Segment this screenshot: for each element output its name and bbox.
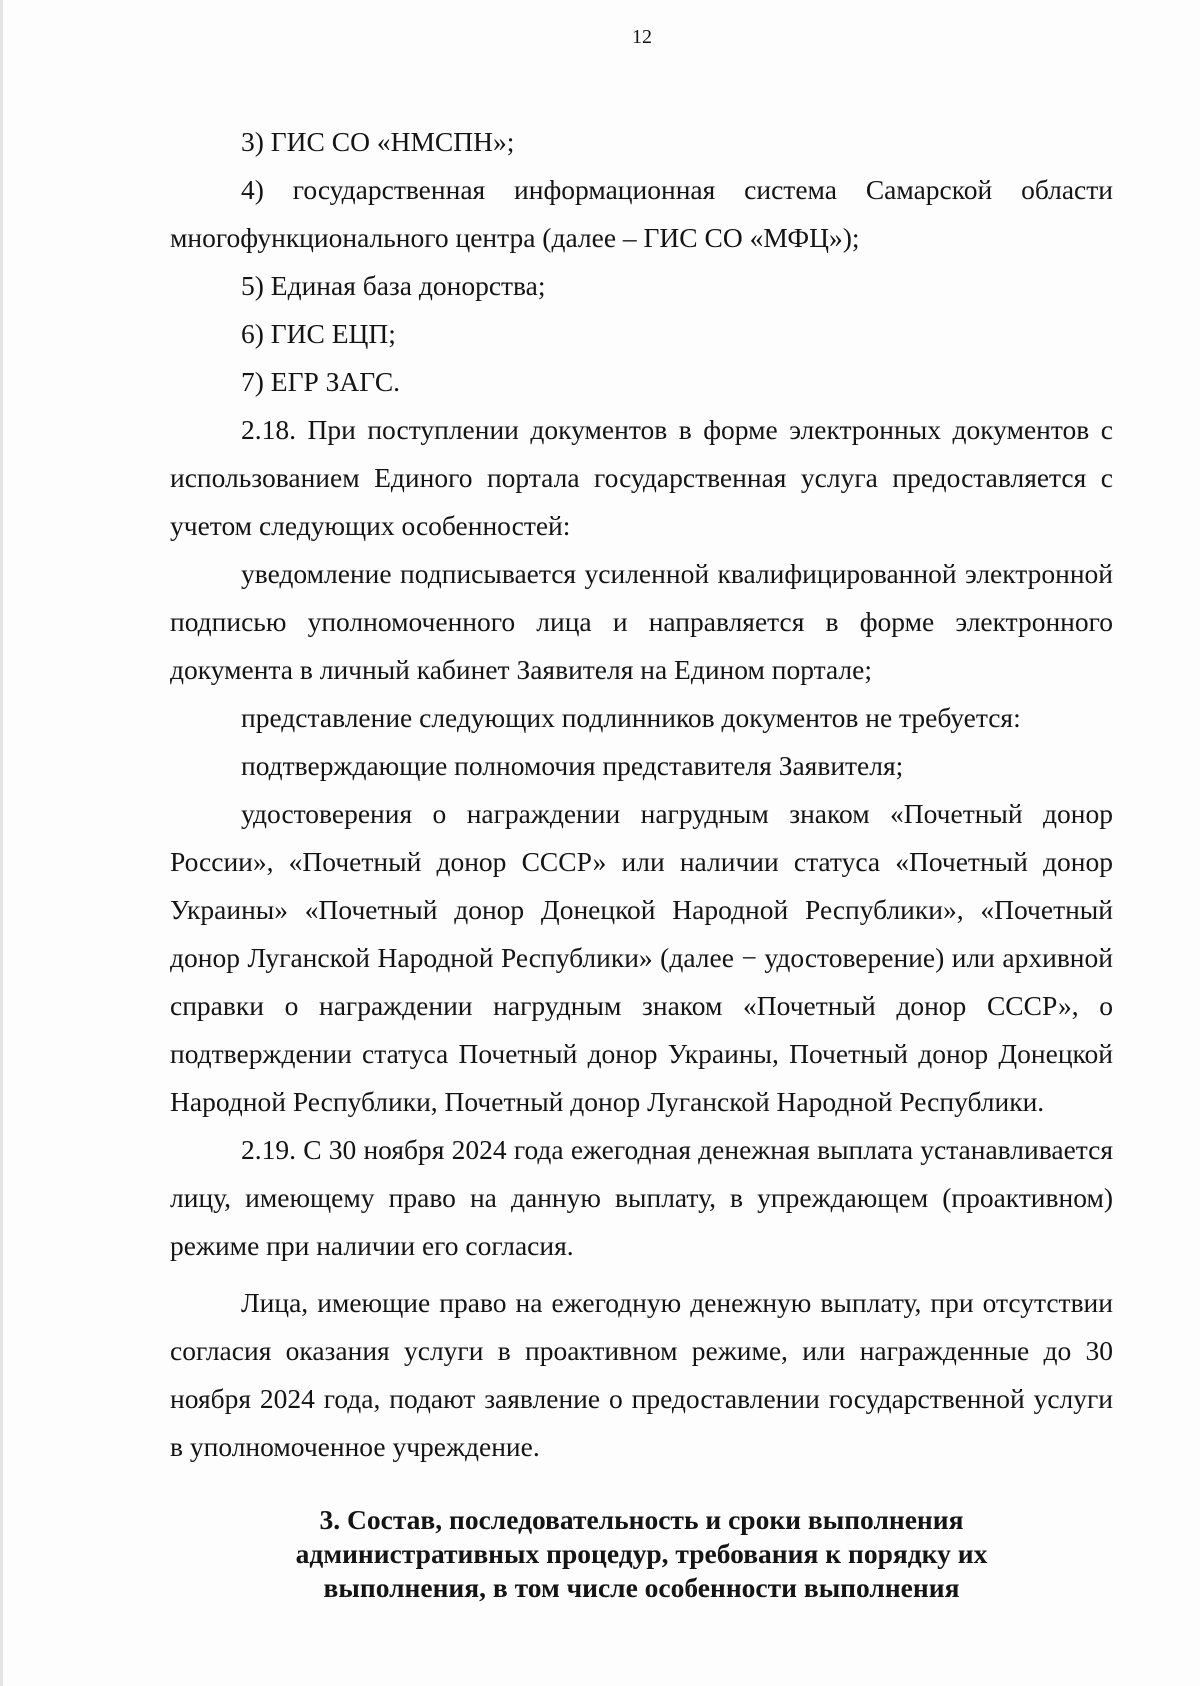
list-item-7: 7) ЕГР ЗАГС. xyxy=(241,366,401,397)
section-heading-line: 3. Состав, последовательность и сроки выполнения xyxy=(319,1504,964,1535)
clause-2-18: 2.18. При поступлении документов в форме электронных документов с использованием Единого портала государственная услуга предоставляется с учетом следующих особенностей: xyxy=(170,414,1113,541)
section-heading-line: выполнения, в том числе особенности выполнения xyxy=(323,1572,960,1603)
paragraph-representative-authority: подтверждающие полномочия представителя Заявителя; xyxy=(241,750,904,781)
paragraph-notification: уведомление подписывается усиленной квалифицированной электронной подписью уполномоченного лица и направляется в форме электронного документа в личный кабинет Заявителя на Едином портале; xyxy=(170,558,1113,685)
list-item-4: 4) государственная информационная система Самарской области многофункционального центра (далее – ГИС СО «МФЦ»); xyxy=(170,174,1113,253)
paragraph-certificates: удостоверения о награждении нагрудным знаком «Почетный донор России», «Почетный донор СССР» или наличии статуса «Почетный донор Украины» «Почетный донор Донецкой Народной Республики», «Почетный донор Луганской Народной Республики» (далее − удостоверение) или архивной справки о награждении нагрудным знаком «Почетный донор СССР», о подтверждении статуса Почетный донор Украины, Почетный донор Донецкой Народной Республики, Почетный донор Луганской Народной Республики. xyxy=(170,798,1113,1117)
scan-edge-shadow xyxy=(0,0,3,1686)
clause-2-19: 2.19. С 30 ноября 2024 года ежегодная денежная выплата устанавливается лицу, имеющему право на данную выплату, в упреждающем (проактивном) режиме при наличии его согласия. xyxy=(170,1134,1113,1261)
document-body xyxy=(170,118,1113,1471)
list-item-6: 6) ГИС ЕЦП; xyxy=(241,318,396,349)
list-item-5: 5) Единая база донорства; xyxy=(241,270,546,301)
paragraph-originals-not-required: представление следующих подлинников документов не требуется: xyxy=(241,702,1021,733)
page-number: 12 xyxy=(632,26,652,48)
list-item-3: 3) ГИС СО «НМСПН»; xyxy=(241,126,515,157)
section-heading-line: административных процедур, требования к порядку их xyxy=(295,1538,988,1569)
paragraph-persons-entitled: Лица, имеющие право на ежегодную денежную выплату, при отсутствии согласия оказания услуги в проактивном режиме, или награжденные до 30 ноября 2024 года, подают заявление о предоставлении государственной услуги в уполномоченное учреждение. xyxy=(170,1287,1113,1462)
section-heading xyxy=(170,1503,1113,1605)
